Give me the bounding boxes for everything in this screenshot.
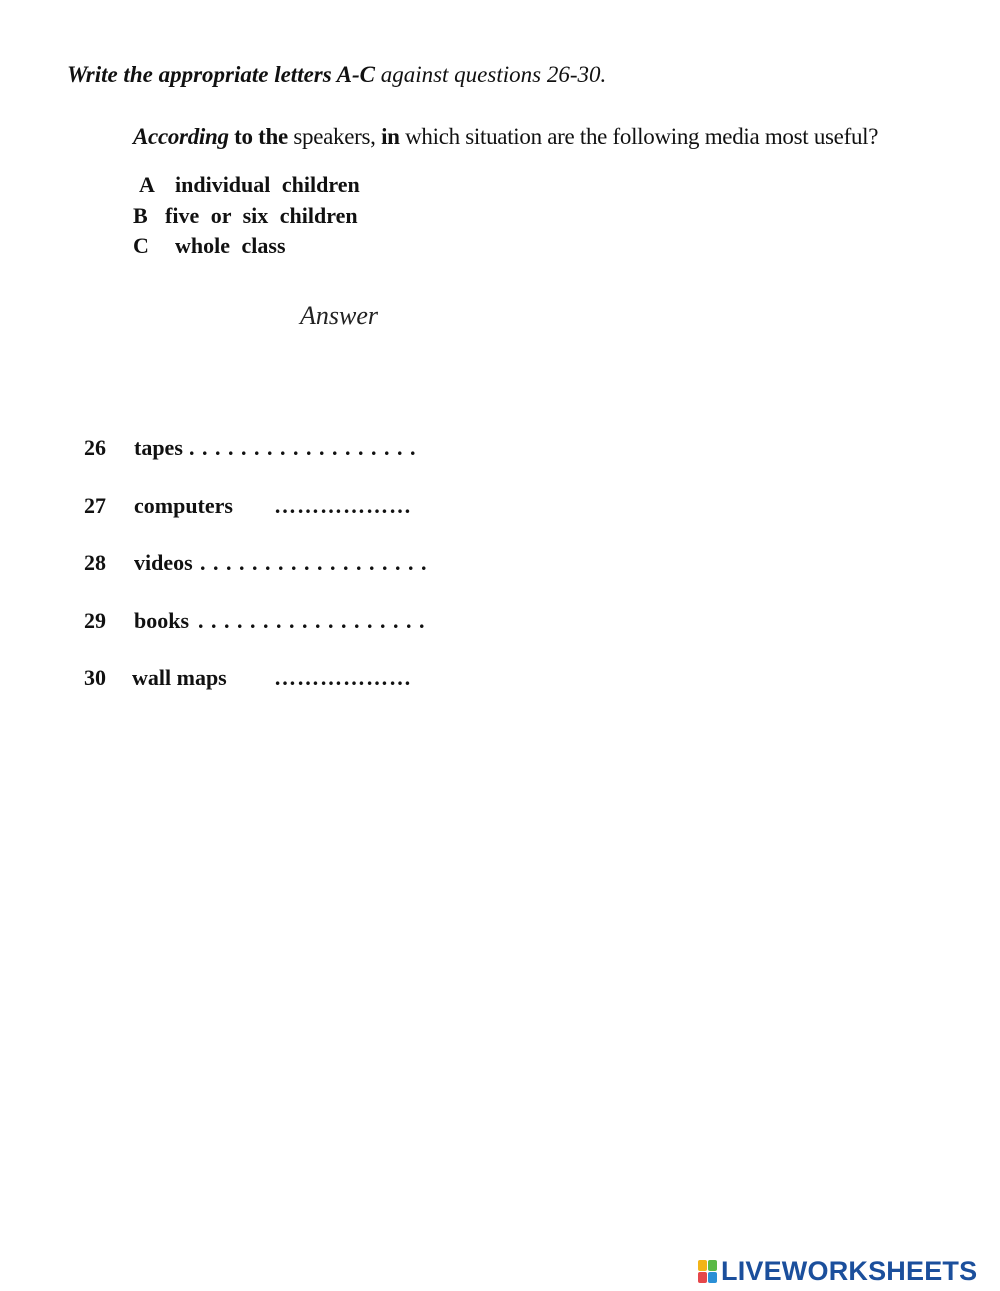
item-number: 29: [84, 607, 106, 633]
logo-tile-yellow: [698, 1260, 707, 1271]
answer-blank[interactable]: . . . . . . . . . . . . . . . . . .: [189, 435, 417, 460]
item-number: 27: [84, 492, 106, 518]
instruction-rest: against questions 26-30.: [374, 62, 607, 87]
logo-text: LIVEWORKSHEETS: [721, 1256, 978, 1286]
item-word: videos: [134, 550, 193, 575]
question-rest: which situation are the following media most useful?: [399, 124, 879, 149]
option-text: whole class: [175, 233, 286, 258]
option-c: [133, 231, 360, 262]
item-word: computers: [134, 492, 233, 518]
item-word: books: [134, 607, 190, 633]
option-a: [133, 170, 360, 201]
option-list: [133, 170, 360, 262]
answer-label: Answer: [300, 301, 378, 330]
item-word: tapes: [134, 435, 183, 460]
item-number: 26: [84, 435, 106, 460]
instruction-bold: Write the appropriate letters A-C: [67, 62, 375, 87]
logo-tile-red: [698, 1272, 707, 1283]
liveworksheets-logo: [698, 1256, 977, 1287]
option-text: five or six children: [165, 202, 358, 228]
option-letter: C: [133, 233, 149, 258]
item-number: 30: [84, 665, 106, 690]
option-letter: A: [139, 172, 155, 197]
item-word: wall maps: [132, 665, 227, 690]
question: [133, 124, 878, 150]
option-text: individual children: [175, 172, 360, 197]
answer-blank[interactable]: . . . . . . . . . . . . . . . . . .: [200, 550, 428, 575]
option-b: [133, 201, 360, 232]
item-number: 28: [84, 550, 106, 575]
liveworksheets-logo-icon: [698, 1260, 717, 1283]
logo-tile-green: [708, 1260, 717, 1271]
answer-blank[interactable]: ………………: [274, 665, 412, 690]
answer-blank[interactable]: . . . . . . . . . . . . . . . . . .: [198, 607, 426, 633]
question-word-to-the: to the: [228, 124, 288, 149]
question-word-speakers: speakers,: [287, 124, 382, 149]
instruction: [67, 62, 606, 88]
question-word-in: in: [381, 124, 400, 149]
option-letter: B: [133, 202, 148, 228]
logo-tile-blue: [708, 1272, 717, 1283]
question-word-according: According: [133, 124, 229, 149]
answer-blank[interactable]: ………………: [274, 492, 412, 518]
